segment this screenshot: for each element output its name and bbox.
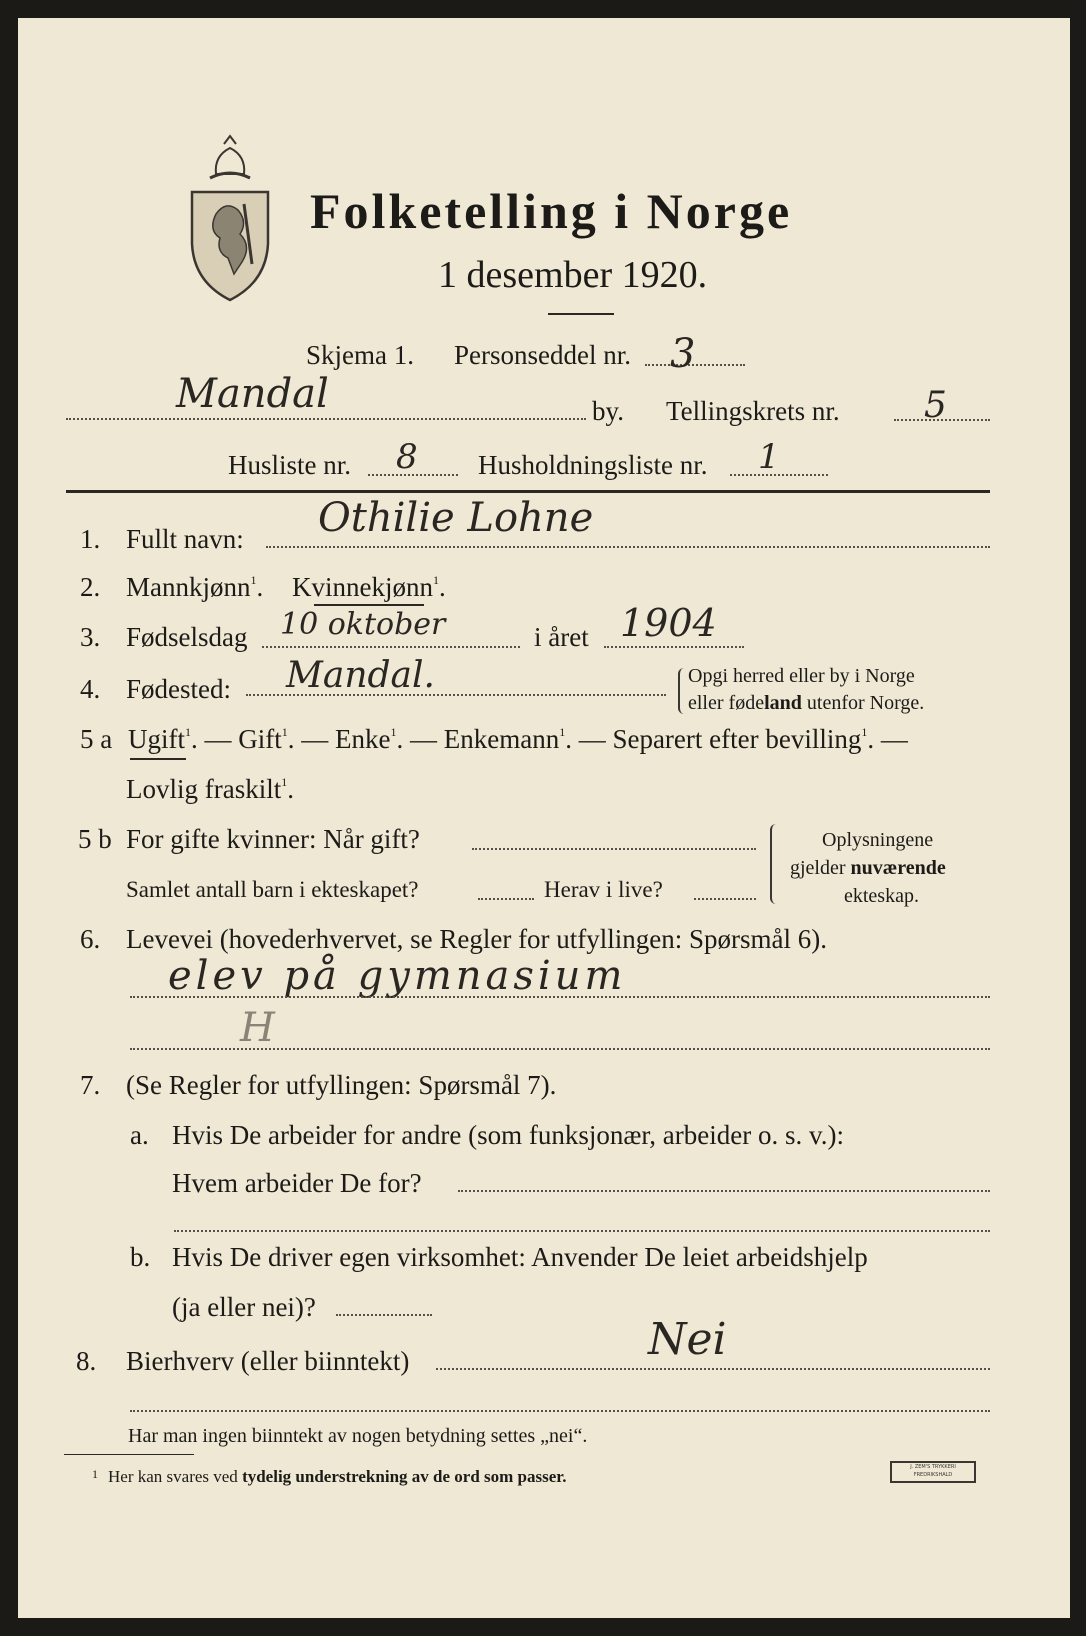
- q7b-question: (ja eller nei)?: [172, 1292, 316, 1322]
- husholdningsliste-value: 1: [758, 437, 780, 477]
- q7b-letter: b.: [130, 1242, 151, 1272]
- q5b-herav-line: [694, 898, 756, 900]
- q3-number: 3.: [80, 622, 101, 652]
- by-label: by.: [592, 396, 624, 426]
- q5b-note2: gjelder nuværende: [790, 857, 946, 879]
- q1-number: 1.: [80, 524, 101, 554]
- q8-line2: [130, 1410, 990, 1412]
- q7b-line: [336, 1314, 432, 1316]
- q5b-samlet: Samlet antall barn i ekteskapet?: [126, 877, 419, 902]
- q5a-separert: — Separert efter bevilling: [578, 724, 862, 754]
- q5b-herav: Herav i live?: [544, 877, 663, 902]
- skjema-label: Skjema 1.: [306, 340, 414, 370]
- q5b-number: 5 b: [78, 824, 112, 854]
- q7a-line1: [458, 1190, 990, 1192]
- footnote-rule: [64, 1454, 194, 1455]
- tellingskrets-value: 5: [924, 385, 947, 426]
- q5b-line: [472, 848, 756, 850]
- q3-year-label: i året: [534, 622, 589, 652]
- q5a-underline: [130, 758, 186, 760]
- city-line: [66, 418, 586, 420]
- tellingskrets-label: Tellingskrets nr.: [666, 396, 840, 426]
- q3-year-value: 1904: [620, 601, 717, 645]
- q8-number: 8.: [76, 1346, 97, 1376]
- q6-line2: [130, 1048, 990, 1050]
- q2-male: Mannkjønn$^1$.: [126, 572, 264, 602]
- q5a-options: Ugift$^1$. — Gift$^1$. — Enke$^1$. — Enkemann$^1$. — Separert efter bevilling$^1$. —: [128, 724, 908, 754]
- q4-number: 4.: [80, 674, 101, 704]
- q6-number: 6.: [80, 924, 101, 954]
- q8-label: Bierhverv (eller biinntekt): [126, 1346, 410, 1376]
- q5a-fraskilt: Lovlig fraskilt$^1$.: [126, 774, 294, 804]
- biinntekt-note: Har man ingen biinntekt av nogen betydning settes „nei“.: [128, 1425, 588, 1447]
- q2-female: Kvinnekjønn$^1$.: [292, 572, 446, 602]
- husliste-label: Husliste nr.: [228, 450, 352, 480]
- q5a-dash: —: [880, 724, 908, 754]
- q5b-note1: Oplysningene: [822, 829, 934, 851]
- q5b-note3: ekteskap.: [844, 885, 919, 907]
- q5a-enkemann: — Enkemann: [409, 724, 560, 754]
- q1-value: Othilie Lohne: [318, 495, 594, 541]
- q5b-label: For gifte kvinner: Når gift?: [126, 824, 420, 854]
- q6-line1: [130, 996, 990, 998]
- header-rule: [66, 490, 990, 493]
- q3-day-value: 10 oktober: [280, 607, 446, 642]
- q7a-letter: a.: [130, 1120, 149, 1150]
- q4-note-brace: [678, 668, 686, 714]
- husliste-value: 8: [396, 437, 418, 477]
- q4-note-line1: Opgi herred eller by i Norge: [688, 665, 915, 687]
- q8-line: [436, 1368, 990, 1370]
- personseddel-label: Personseddel nr.: [454, 340, 631, 370]
- q6-mark: H: [240, 1005, 275, 1051]
- q4-label: Fødested:: [126, 674, 231, 704]
- footnote: $^1$ Her kan svares ved tydelig understrekning av de ord som passer.: [92, 1467, 567, 1486]
- q1-label: Fullt navn:: [126, 524, 244, 554]
- q7a-question: Hvem arbeider De for?: [172, 1168, 422, 1198]
- coat-of-arms-icon: [186, 134, 274, 304]
- q5a-enke: — Enke: [301, 724, 391, 754]
- title-divider: [548, 313, 614, 315]
- personseddel-value: 3: [670, 331, 696, 377]
- q7-number: 7.: [80, 1070, 101, 1100]
- q3-day-line: [262, 646, 520, 648]
- form-title: Folketelling i Norge: [310, 183, 793, 239]
- census-form: [18, 18, 1070, 1618]
- q4-note-line2: eller fødeland utenfor Norge.: [688, 692, 925, 714]
- q5a-gift: — Gift: [204, 724, 282, 754]
- q5a-ugift: Ugift: [128, 724, 185, 754]
- husholdningsliste-label: Husholdningsliste nr.: [478, 450, 708, 480]
- q6-label: Levevei (hovederhvervet, se Regler for utfyllingen: Spørsmål 6).: [126, 924, 828, 954]
- q7b-text: Hvis De driver egen virksomhet: Anvender De leiet arbeidshjelp: [172, 1242, 868, 1272]
- q3-year-line: [604, 646, 744, 648]
- census-date: 1 desember 1920.: [438, 254, 708, 296]
- q2-number: 2.: [80, 572, 101, 602]
- city-value: Mandal: [176, 371, 329, 417]
- q8-value: Nei: [648, 1314, 727, 1365]
- q3-label: Fødselsdag: [126, 622, 248, 652]
- q2-underline: [314, 604, 424, 606]
- q5b-samlet-line: [478, 898, 534, 900]
- q7a-text: Hvis De arbeider for andre (som funksjonær, arbeider o. s. v.):: [172, 1120, 844, 1150]
- q7-label: (Se Regler for utfyllingen: Spørsmål 7).: [126, 1070, 557, 1100]
- q5a-number: 5 a: [80, 724, 113, 754]
- q1-line: [266, 546, 990, 548]
- q7a-line2: [174, 1230, 990, 1232]
- printer-stamp: J. ZEM'S TRYKKERI FREDRIKSHALD: [890, 1461, 976, 1483]
- footnote-mark: 1: [92, 1467, 98, 1481]
- q6-value: elev på gymnasium: [168, 953, 627, 999]
- q5b-note-brace: [770, 824, 778, 904]
- q4-value: Mandal.: [286, 655, 435, 696]
